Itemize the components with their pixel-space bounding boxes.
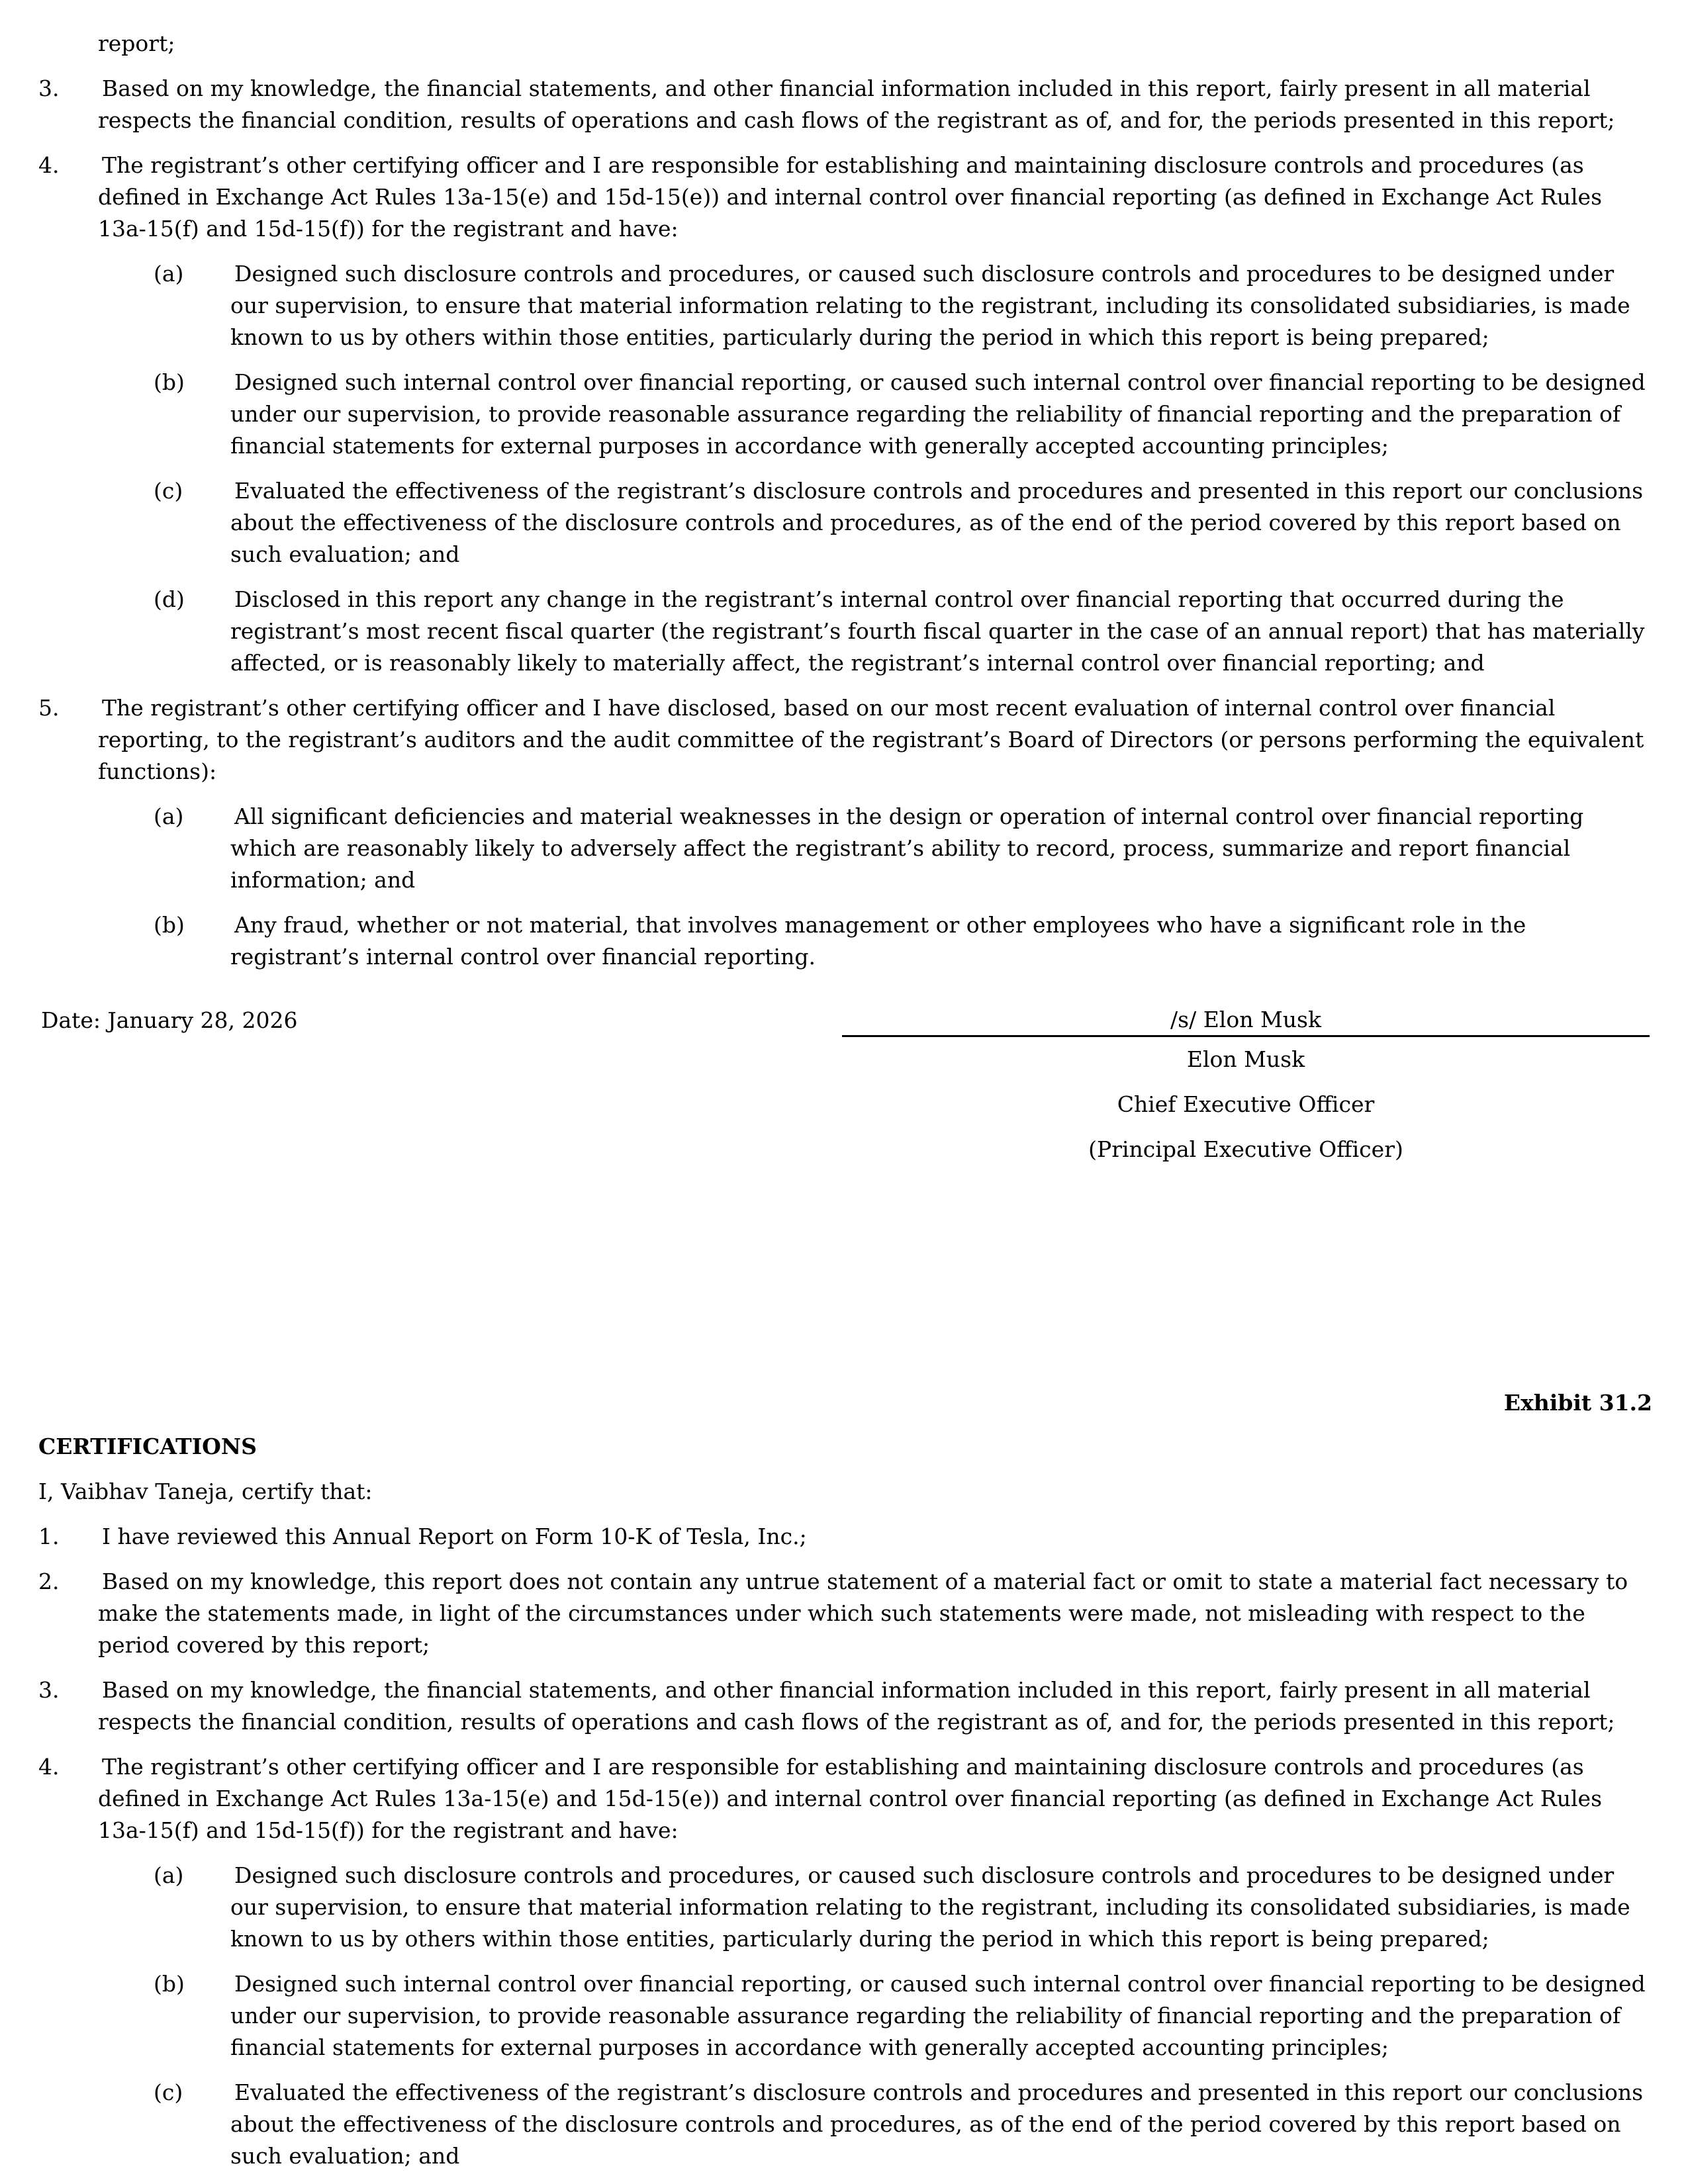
signer-title: Chief Executive Officer [1117,1091,1375,1117]
cert2-item-4-sub-b [38,1968,1652,2064]
certifications-heading: CERTIFICATIONS [38,1433,257,1459]
item-text: The registrant’s other certifying officer and I are responsible for establishing and maintaining disclosure controls and procedures (as defined in Exchange Act Rules 13a-15(e) and 15d-15(e)) and internal control over financial reporting (as defined in Exchange Act Rules 13a-15(f) and 15d-15(f)) for the registrant and have: [98,1754,1603,1843]
sub-text: All significant deficiencies and material weaknesses in the design or operation of internal control over financial reporting which are reasonably likely to adversely affect the registrant’s ability to record, process, summarize and report financial information; and [230,803,1584,893]
sub-letter: (c) [154,478,183,504]
sub-text: Designed such internal control over financial reporting, or caused such internal control over financial reporting to be designed under our supervision, to provide reasonable assurance regarding the reliability of financial reporting and the preparation of financial statements for external purposes in accordance with generally accepted accounting principles; [230,369,1646,459]
exhibit-label: Exhibit 31.2 [1503,1390,1652,1416]
signature-line: /s/ Elon Musk [842,1005,1650,1037]
sub-letter: (d) [154,586,185,612]
cert2-item-1 [38,1521,1652,1553]
item-text: The registrant’s other certifying officer and I have disclosed, based on our most recent evaluation of internal control over financial reporting, to the registrant’s auditors and the audit committee of the registrant’s Board of Directors (or persons performing the equivalent functions): [98,695,1644,784]
signer-name: Elon Musk [1186,1046,1305,1072]
signature-right [842,1005,1650,1165]
item-number: 2. [38,1569,60,1594]
signature-date: Date: January 28, 2026 [41,1007,298,1033]
sub-text: Evaluated the effectiveness of the registrant’s disclosure controls and procedures and presented in this report our conclusions about the effectiveness of the disclosure controls and procedures, as of the end of the period covered by this report based on such evaluation; and [230,2079,1644,2169]
item-text: The registrant’s other certifying officer and I are responsible for establishing and maintaining disclosure controls and procedures (as defined in Exchange Act Rules 13a-15(e) and 15d-15(e)) and internal control over financial reporting (as defined in Exchange Act Rules 13a-15(f) and 15d-15(f)) for the registrant and have: [98,152,1603,242]
cert1-item-5 [38,692,1652,788]
item-text: Based on my knowledge, the financial statements, and other financial information included in this report, fairly present in all material respects the financial condition, results of operations and cash flows of the registrant as of, and for, the periods presented in this report; [98,75,1615,133]
sub-text: Designed such disclosure controls and procedures, or caused such disclosure controls and procedures to be designed under our supervision, to ensure that material information relating to the registrant, including its consolidated subsidiaries, is made known to us by others within those entities, particularly during the period in which this report is being prepared; [230,1862,1630,1952]
sub-letter: (b) [154,1971,185,1997]
continued-text: report; [98,30,175,56]
sub-letter: (a) [154,803,184,829]
cert2-item-2 [38,1566,1652,1661]
document-page [38,28,1652,2172]
cert1-item-4-sub-d [38,584,1652,679]
sub-text: Disclosed in this report any change in the registrant’s internal control over financial reporting that occurred during the registrant’s most recent fiscal quarter (the registrant’s fourth fiscal quarter in the case of an annual report) that has materially affected, or is reasonably likely to materially affect, the registrant’s internal control over financial reporting; and [230,586,1645,676]
cert2-intro: I, Vaibhav Taneja, certify that: [38,1479,373,1504]
item-number: 1. [38,1524,60,1549]
cert1-item-4-sub-a [38,258,1652,353]
page-gap [38,1169,1652,1387]
cert1-item-4-sub-b [38,367,1652,462]
cert2-item-4-sub-a [38,1860,1652,1955]
sub-letter: (a) [154,1862,184,1888]
signer-role: (Principal Executive Officer) [1088,1136,1403,1162]
sub-letter: (b) [154,912,185,938]
item-text: Based on my knowledge, this report does not contain any untrue statement of a material fact or omit to state a material fact necessary to make the statements made, in light of the circumstances under which such statements were made, not misleading with respect to the period covered by this report; [98,1569,1628,1658]
sub-letter: (a) [154,261,184,287]
signature-block [38,1005,1652,1169]
cert1-item-5-sub-b [38,909,1652,973]
sub-letter: (c) [154,2079,183,2105]
sub-text: Designed such disclosure controls and procedures, or caused such disclosure controls and procedures to be designed under our supervision, to ensure that material information relating to the registrant, including its consolidated subsidiaries, is made known to us by others within those entities, particularly during the period in which this report is being prepared; [230,261,1630,350]
cert2-item-4-sub-c [38,2077,1652,2172]
sub-text: Designed such internal control over financial reporting, or caused such internal control over financial reporting to be designed under our supervision, to provide reasonable assurance regarding the reliability of financial reporting and the preparation of financial statements for external purposes in accordance with generally accepted accounting principles; [230,1971,1646,2060]
cert1-item-3 [38,73,1652,136]
cert2-item-3 [38,1674,1652,1738]
item-text: Based on my knowledge, the financial statements, and other financial information included in this report, fairly present in all material respects the financial condition, results of operations and cash flows of the registrant as of, and for, the periods presented in this report; [98,1677,1615,1735]
cert1-item-4 [38,150,1652,245]
sub-letter: (b) [154,369,185,395]
item-number: 3. [38,1677,60,1703]
item-text: I have reviewed this Annual Report on Form 10-K of Tesla, Inc.; [102,1524,807,1549]
item-number: 5. [38,695,60,721]
cert1-item-4-sub-c [38,475,1652,570]
cert1-item-5-sub-a [38,801,1652,896]
item-number: 4. [38,152,60,178]
sub-text: Any fraud, whether or not material, that involves management or other employees who have a significant role in the registrant’s internal control over financial reporting. [230,912,1526,970]
item-number: 3. [38,75,60,101]
cert2-item-4 [38,1751,1652,1846]
sub-text: Evaluated the effectiveness of the registrant’s disclosure controls and procedures and presented in this report our conclusions about the effectiveness of the disclosure controls and procedures, as of the end of the period covered by this report based on such evaluation; and [230,478,1644,567]
item-number: 4. [38,1754,60,1780]
